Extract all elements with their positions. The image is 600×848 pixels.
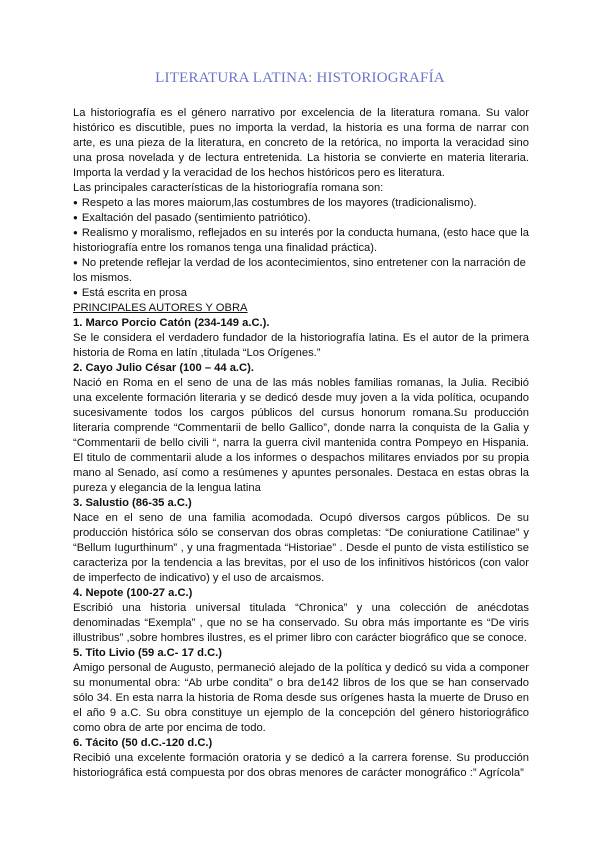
- section-heading: PRINCIPALES AUTORES Y OBRA: [73, 302, 248, 314]
- author-text: Se le considera el verdadero fundador de la historiografía latina. Es el autor de la primera historia de Roma en latín ,titulada “Los Orígenes.”: [73, 332, 529, 359]
- author-text: Recibió una excelente formación oratoria y se dedicó a la carrera forense. Su producción historiográfica está compuesta por dos obras menores de carácter monográfico :” Agrícola”: [73, 752, 529, 779]
- author-text: Amigo personal de Augusto, permaneció alejado de la política y dedicó su vida a componer su monumental obra: “Ab urbe condita” o bra de142 libros de los que se han conservado sólo 34. En esta narra la historia de Roma desde sus orígenes hasta la muerte de Druso en el año 9 a.C. Su obra constituye un ejemplo de la concepción del género historiográfico como obra de arte por encima de todo.: [73, 662, 529, 734]
- characteristic-item: ● Exaltación del pasado (sentimiento patriótico).: [73, 211, 529, 226]
- author-heading: 6. Tácito (50 d.C.-120 d.C.): [73, 737, 213, 749]
- author-text: Nace en el seno de una familia acomodada. Ocupó diversos cargos públicos. De su producción histórica sólo se conservan dos obras completas: “De coniuratione Catilinae” y “Bellum Iugurthinum” , y una fragmentada “Historiae” . Desde el punto de vista estilístico se caracteriza por la tendencia a las brevitas, por el uso de los infinitivos históricos (con valor de imperfecto de indicativo) y el uso de arcaismos.: [73, 512, 529, 584]
- author-heading: 1. Marco Porcio Catón (234-149 a.C.).: [73, 317, 270, 329]
- characteristic-item: ● Realismo y moralismo, reflejados en su interés por la conducta humana, (esto hace que la historiografía entre los romanos tenga una finalidad práctica).: [73, 226, 529, 256]
- characteristics-heading: Las principales características de la historiografía romana son:: [73, 182, 384, 194]
- characteristic-item: ● Respeto a las mores maiorum,las costumbres de los mayores (tradicionalismo).: [73, 196, 529, 211]
- characteristic-item: ● No pretende reflejar la verdad de los acontecimientos, sino entretener con la narración de los mismos.: [73, 256, 529, 286]
- author-heading: 3. Salustio (86-35 a.C.): [73, 497, 192, 509]
- author-heading: 2. Cayo Julio César (100 – 44 a.C).: [73, 362, 254, 374]
- document-body: [73, 106, 529, 781]
- author-heading: 4. Nepote (100-27 a.C.): [73, 587, 193, 599]
- intro-paragraph: La historiografía es el género narrativo por excelencia de la literatura romana. Su valor histórico es discutible, pues no importa la verdad, la historia es una forma de narrar con arte, es una pieza de la literatura, en concreto de la retórica, no importa la veracidad sino una prosa novelada y de lectura entretenida. La historia se convierte en materia literaria. Importa la verdad y la veracidad de los hechos históricos pero es literatura.: [73, 107, 529, 179]
- author-text: Escribió una historia universal titulada “Chronica” y una colección de anécdotas denominadas “Exempla” , que no se ha conservado. Su obra más importante es “De viris illustribus” ,sobre hombres ilustres, es el primer libro con carácter biográfico que se conoce.: [73, 602, 529, 644]
- author-heading: 5. Tito Livio (59 a.C- 17 d.C.): [73, 647, 222, 659]
- author-text: Nació en Roma en el seno de una de las más nobles familias romanas, la Julia. Recibió una excelente formación literaria y se dedicó desde muy joven a la vida política, ocupando sucesivamente todos los cargos públicos del cursus honorum romana.Su producción literaria comprende “Commentarii de bello Gallico”, donde narra la conquista de la Galia y “Commentarii de bello civili “, narra la guerra civil mantenida contra Pompeyo en Hispania. El titulo de commentarii alude a los informes o despachos militares enviados por su propia mano al Senado, así como a resúmenes y apuntes personales. Destaca en estas obras la pureza y elegancia de la lengua latina: [73, 377, 529, 494]
- document-title: LITERATURA LATINA: HISTORIOGRAFÍA: [155, 70, 445, 86]
- characteristic-item: ● Está escrita en prosa: [73, 286, 529, 301]
